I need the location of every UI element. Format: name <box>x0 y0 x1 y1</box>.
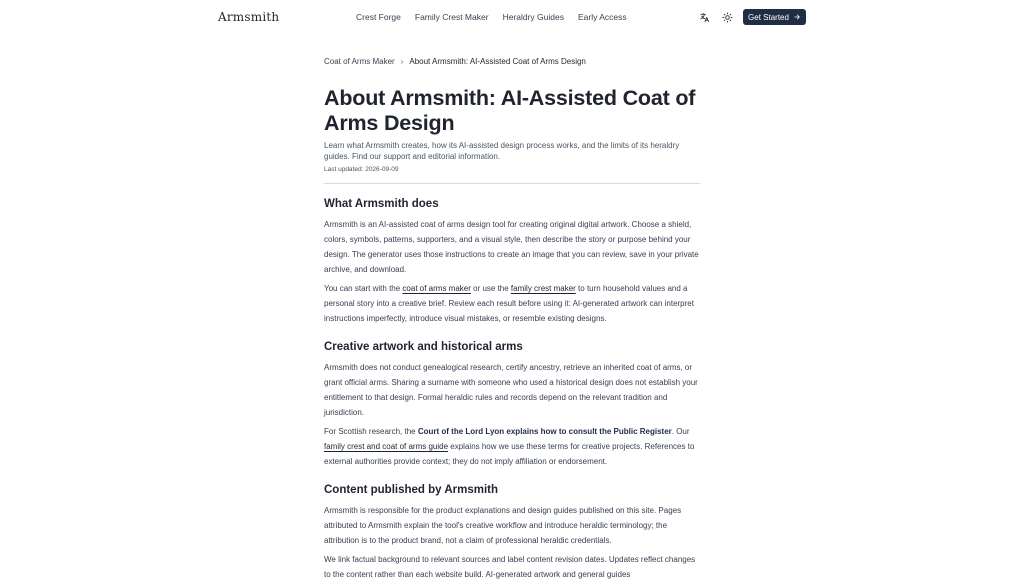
text: . Our <box>671 427 690 436</box>
section-content-paragraph-1: Armsmith is responsible for the product explanations and design guides published on this site. Pages attributed to Armsmith explain the tool's creative workflow and introduce heraldic terminology; the attribution is to the product brand, not a claim of professional heraldic credentials. <box>324 506 682 545</box>
section-heading-creative: Creative artwork and historical arms <box>324 341 523 353</box>
nav-crest-forge[interactable]: Crest Forge <box>356 12 401 22</box>
section-heading-what: What Armsmith does <box>324 198 439 210</box>
section-creative-paragraph-2 <box>324 424 700 469</box>
family-crest-guide-link[interactable]: family crest and coat of arms guide <box>324 442 449 451</box>
nav-heraldry-guides[interactable]: Heraldry Guides <box>502 12 564 22</box>
chevron-right-icon: › <box>400 57 404 66</box>
translate-icon[interactable] <box>698 11 710 23</box>
section-what-paragraph-1: Armsmith is an AI-assisted coat of arms design tool for creating original digital artwork. Choose a shield, colors, symbols, patterns, supporters, and a visual style, then describe the story or purpose behind your design. The generator uses those instructions to create an image that you can review, save in your private archive, and download. <box>324 220 699 274</box>
lord-lyon-link[interactable]: Court of the Lord Lyon explains how to consult the Public Register <box>417 427 672 436</box>
text: or use the <box>470 284 511 293</box>
family-crest-maker-link[interactable]: family crest maker <box>510 284 576 293</box>
nav-early-access[interactable]: Early Access <box>577 12 627 22</box>
last-updated: Last updated: 2026-09-09 <box>324 166 399 173</box>
divider <box>324 183 700 184</box>
main-content <box>324 86 700 582</box>
breadcrumb-parent-link[interactable]: Coat of Arms Maker <box>324 57 395 66</box>
text: explains how we use these terms for creative projects. References to external authorities provide context; they do not imply affiliation or endorsement. <box>324 442 695 466</box>
nav-family-crest-maker[interactable]: Family Crest Maker <box>414 12 489 22</box>
text: You can start with the <box>324 284 403 293</box>
coat-of-arms-maker-link[interactable]: coat of arms maker <box>402 284 471 293</box>
site-header <box>0 0 1024 34</box>
arrow-right-icon <box>793 13 801 21</box>
text: For Scottish research, the <box>324 427 418 436</box>
text: to turn household values and a personal story into a creative brief. Review each result before using it: AI-generated artwork can interpret instructions imperfectly, introduce visual mistakes, or resemble existing designs. <box>324 284 694 323</box>
page-lede: Learn what Armsmith creates, how its AI-assisted design process works, and the limits of its heraldry guides. Find our support and editorial information. <box>324 141 680 161</box>
breadcrumb <box>324 57 586 66</box>
page-title: About Armsmith: AI-Assisted Coat of Arms Design <box>324 86 696 135</box>
breadcrumb-current: About Armsmith: AI-Assisted Coat of Arms Design <box>409 57 586 66</box>
sun-icon[interactable] <box>721 11 733 23</box>
site-logo[interactable]: Armsmith <box>218 10 280 24</box>
section-heading-content: Content published by Armsmith <box>324 484 498 496</box>
main-nav <box>356 12 627 22</box>
section-what-paragraph-2 <box>324 281 700 326</box>
get-started-button[interactable] <box>743 9 806 25</box>
section-creative-paragraph-1: Armsmith does not conduct genealogical research, certify ancestry, retrieve an inherited coat of arms, or grant official arms. Sharing a surname with someone who used a historical design does not establish your entitlement to that design. Formal heraldic rules and records depend on the relevant tradition and jurisdiction. <box>324 363 698 417</box>
section-content-paragraph-2: We link factual background to relevant sources and label content revision dates. Updates reflect changes to the content rather than each website build. AI-generated artwork and general guides <box>324 555 696 579</box>
get-started-label: Get Started <box>748 12 789 22</box>
